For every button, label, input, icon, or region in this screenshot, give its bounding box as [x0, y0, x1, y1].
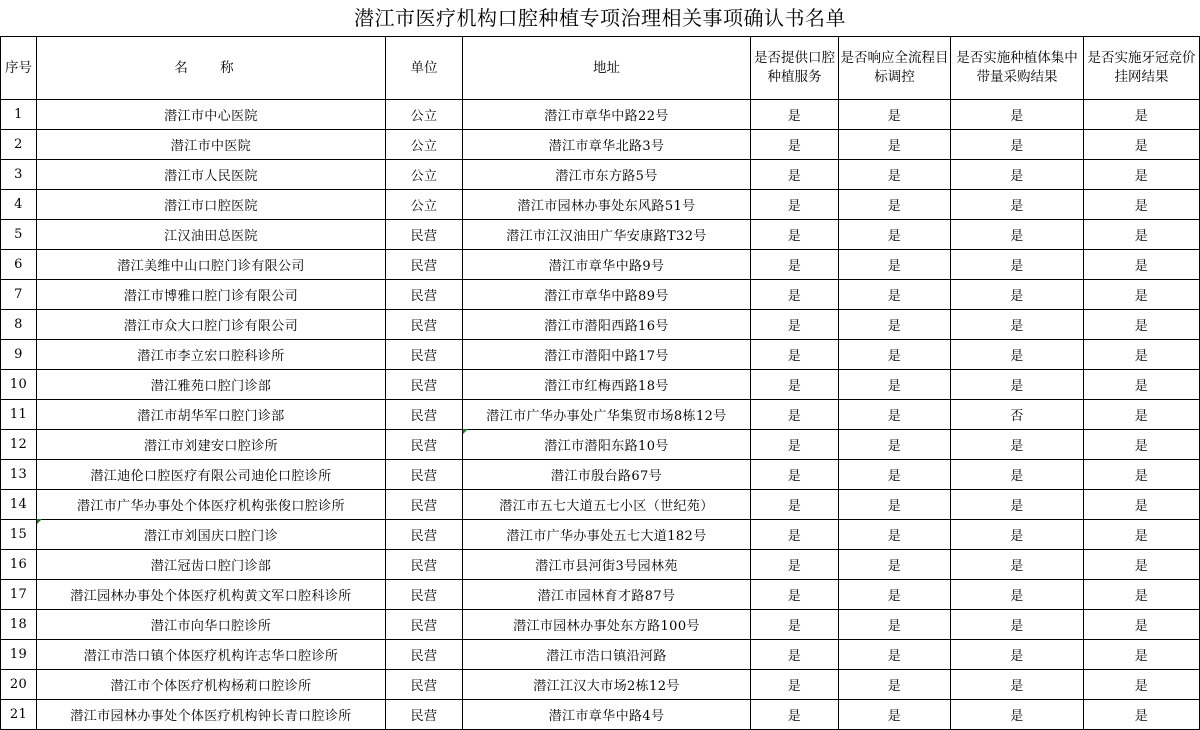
cell-name[interactable]: 潜江市口腔医院 [37, 190, 386, 220]
table-row [1, 520, 1200, 550]
cell-address[interactable]: 潜江市园林育才路87号 [463, 580, 751, 610]
cell-implant-service[interactable]: 是 [751, 400, 839, 430]
cell-implant-procurement[interactable]: 是 [951, 640, 1084, 670]
table-row [1, 460, 1200, 490]
cell-name[interactable]: 潜江美维中山口腔门诊有限公司 [37, 250, 386, 280]
cell-unit[interactable]: 民营 [386, 670, 463, 700]
cell-seq[interactable]: 12 [1, 430, 37, 460]
cell-unit[interactable]: 民营 [386, 610, 463, 640]
cell-implant-service[interactable]: 是 [751, 220, 839, 250]
cell-implant-procurement[interactable]: 是 [951, 250, 1084, 280]
table-row [1, 610, 1200, 640]
cell-crown-bidding[interactable]: 是 [1084, 700, 1200, 730]
cell-full-process-control[interactable]: 是 [839, 700, 951, 730]
cell-name[interactable]: 潜江市向华口腔诊所 [37, 610, 386, 640]
cell-crown-bidding[interactable]: 是 [1084, 250, 1200, 280]
cell-crown-bidding[interactable]: 是 [1084, 190, 1200, 220]
cell-implant-service[interactable]: 是 [751, 280, 839, 310]
cell-implant-service[interactable]: 是 [751, 550, 839, 580]
header-address: 地址 [463, 37, 751, 100]
cell-implant-service[interactable]: 是 [751, 310, 839, 340]
cell-implant-service[interactable]: 是 [751, 490, 839, 520]
cell-seq[interactable]: 4 [1, 190, 37, 220]
cell-address[interactable]: 潜江市浩口镇沿河路 [463, 640, 751, 670]
cell-address[interactable]: 潜江市章华中路4号 [463, 700, 751, 730]
cell-full-process-control[interactable]: 是 [839, 400, 951, 430]
cell-seq[interactable]: 21 [1, 700, 37, 730]
cell-seq[interactable]: 7 [1, 280, 37, 310]
cell-implant-service[interactable]: 是 [751, 580, 839, 610]
table-row [1, 400, 1200, 430]
cell-implant-procurement[interactable]: 是 [951, 310, 1084, 340]
cell-unit[interactable]: 民营 [386, 280, 463, 310]
cell-implant-procurement[interactable]: 是 [951, 130, 1084, 160]
table-row [1, 250, 1200, 280]
cell-name[interactable]: 潜江雅苑口腔门诊部 [37, 370, 386, 400]
cell-name[interactable]: 潜江市中医院 [37, 130, 386, 160]
cell-crown-bidding[interactable]: 是 [1084, 340, 1200, 370]
cell-address[interactable]: 潜江市殷台路67号 [463, 460, 751, 490]
cell-address[interactable]: 潜江市江汉油田广华安康路T32号 [463, 220, 751, 250]
header-unit: 单位 [386, 37, 463, 100]
table-row [1, 670, 1200, 700]
cell-unit[interactable]: 民营 [386, 640, 463, 670]
table-row [1, 310, 1200, 340]
cell-full-process-control[interactable]: 是 [839, 280, 951, 310]
cell-name[interactable]: 潜江市李立宏口腔科诊所 [37, 340, 386, 370]
cell-crown-bidding[interactable]: 是 [1084, 310, 1200, 340]
cell-name[interactable]: 潜江市刘建安口腔诊所 [37, 430, 386, 460]
cell-unit[interactable]: 公立 [386, 130, 463, 160]
cell-implant-service[interactable]: 是 [751, 190, 839, 220]
cell-implant-procurement[interactable]: 是 [951, 550, 1084, 580]
cell-full-process-control[interactable]: 是 [839, 460, 951, 490]
cell-name[interactable]: 潜江市博雅口腔门诊有限公司 [37, 280, 386, 310]
cell-address[interactable]: 潜江市潜阳中路17号 [463, 340, 751, 370]
cell-implant-service[interactable]: 是 [751, 430, 839, 460]
cell-implant-service[interactable]: 是 [751, 460, 839, 490]
cell-crown-bidding[interactable]: 是 [1084, 220, 1200, 250]
cell-name[interactable]: 潜江市浩口镇个体医疗机构许志华口腔诊所 [37, 640, 386, 670]
cell-seq[interactable]: 6 [1, 250, 37, 280]
cell-full-process-control[interactable]: 是 [839, 610, 951, 640]
header-seq: 序号 [1, 37, 37, 100]
cell-implant-service[interactable]: 是 [751, 130, 839, 160]
header-full-process-control: 是否响应全流程目标调控 [839, 37, 951, 100]
cell-full-process-control[interactable]: 是 [839, 340, 951, 370]
cell-address[interactable]: 潜江市章华中路9号 [463, 250, 751, 280]
cell-unit[interactable]: 民营 [386, 340, 463, 370]
header-crown-bidding: 是否实施牙冠竞价挂网结果 [1084, 37, 1200, 100]
cell-address[interactable]: 潜江市潜阳东路10号 [463, 430, 751, 460]
cell-implant-procurement[interactable]: 是 [951, 580, 1084, 610]
cell-implant-procurement[interactable]: 是 [951, 100, 1084, 130]
table-row [1, 190, 1200, 220]
cell-name[interactable]: 潜江市胡华军口腔门诊部 [37, 400, 386, 430]
cell-name[interactable]: 潜江冠齿口腔门诊部 [37, 550, 386, 580]
cell-unit[interactable]: 民营 [386, 400, 463, 430]
cell-address[interactable]: 潜江江汉大市场2栋12号 [463, 670, 751, 700]
cell-implant-procurement[interactable]: 是 [951, 520, 1084, 550]
cell-full-process-control[interactable]: 是 [839, 130, 951, 160]
cell-implant-procurement[interactable]: 是 [951, 670, 1084, 700]
cell-crown-bidding[interactable]: 是 [1084, 460, 1200, 490]
cell-crown-bidding[interactable]: 是 [1084, 670, 1200, 700]
cell-seq[interactable]: 5 [1, 220, 37, 250]
document-title: 潜江市医疗机构口腔种植专项治理相关事项确认书名单 [354, 6, 846, 30]
cell-full-process-control[interactable]: 是 [839, 370, 951, 400]
cell-full-process-control[interactable]: 是 [839, 250, 951, 280]
cell-full-process-control[interactable]: 是 [839, 550, 951, 580]
cell-name[interactable]: 潜江市众大口腔门诊有限公司 [37, 310, 386, 340]
cell-address[interactable]: 潜江市章华中路89号 [463, 280, 751, 310]
cell-address[interactable]: 潜江市东方路5号 [463, 160, 751, 190]
header-implant-service: 是否提供口腔种植服务 [751, 37, 839, 100]
table-row [1, 580, 1200, 610]
cell-crown-bidding[interactable]: 是 [1084, 520, 1200, 550]
table-row [1, 340, 1200, 370]
cell-seq[interactable]: 13 [1, 460, 37, 490]
cell-implant-procurement[interactable]: 是 [951, 430, 1084, 460]
cell-implant-procurement[interactable]: 是 [951, 280, 1084, 310]
cell-crown-bidding[interactable]: 是 [1084, 430, 1200, 460]
cell-implant-service[interactable]: 是 [751, 700, 839, 730]
cell-implant-service[interactable]: 是 [751, 610, 839, 640]
cell-unit[interactable]: 民营 [386, 580, 463, 610]
table-body [1, 100, 1200, 730]
cell-address[interactable]: 潜江市红梅西路18号 [463, 370, 751, 400]
table-row [1, 130, 1200, 160]
cell-unit[interactable]: 公立 [386, 100, 463, 130]
cell-address[interactable]: 潜江市园林办事处东风路51号 [463, 190, 751, 220]
cell-implant-service[interactable]: 是 [751, 370, 839, 400]
cell-name[interactable]: 潜江市中心医院 [37, 100, 386, 130]
cell-name[interactable]: 潜江市广华办事处个体医疗机构张俊口腔诊所 [37, 490, 386, 520]
cell-crown-bidding[interactable]: 是 [1084, 610, 1200, 640]
cell-implant-procurement[interactable]: 是 [951, 190, 1084, 220]
cell-crown-bidding[interactable]: 是 [1084, 640, 1200, 670]
cell-comment-marker [37, 519, 42, 524]
cell-implant-service[interactable]: 是 [751, 250, 839, 280]
cell-implant-service[interactable]: 是 [751, 640, 839, 670]
cell-implant-procurement[interactable]: 是 [951, 160, 1084, 190]
institution-table [0, 36, 1200, 730]
cell-unit[interactable]: 公立 [386, 160, 463, 190]
cell-implant-service[interactable]: 是 [751, 340, 839, 370]
cell-full-process-control[interactable]: 是 [839, 100, 951, 130]
table-row [1, 160, 1200, 190]
cell-seq[interactable]: 15 [1, 520, 37, 550]
cell-address[interactable]: 潜江市广华办事处五七大道182号 [463, 520, 751, 550]
cell-full-process-control[interactable]: 是 [839, 490, 951, 520]
cell-unit[interactable]: 民营 [386, 220, 463, 250]
cell-crown-bidding[interactable]: 是 [1084, 280, 1200, 310]
table-row [1, 220, 1200, 250]
header-name: 名 称 [37, 37, 386, 100]
cell-seq[interactable]: 18 [1, 610, 37, 640]
cell-seq[interactable]: 14 [1, 490, 37, 520]
cell-seq[interactable]: 17 [1, 580, 37, 610]
cell-crown-bidding[interactable]: 是 [1084, 100, 1200, 130]
cell-unit[interactable]: 公立 [386, 190, 463, 220]
cell-crown-bidding[interactable]: 是 [1084, 400, 1200, 430]
table-row [1, 280, 1200, 310]
cell-name[interactable]: 江汉油田总医院 [37, 220, 386, 250]
cell-implant-procurement[interactable]: 否 [951, 400, 1084, 430]
cell-unit[interactable]: 民营 [386, 490, 463, 520]
cell-crown-bidding[interactable]: 是 [1084, 580, 1200, 610]
cell-full-process-control[interactable]: 是 [839, 310, 951, 340]
cell-seq[interactable]: 20 [1, 670, 37, 700]
cell-unit[interactable]: 民营 [386, 700, 463, 730]
cell-crown-bidding[interactable]: 是 [1084, 490, 1200, 520]
cell-seq[interactable]: 1 [1, 100, 37, 130]
cell-full-process-control[interactable]: 是 [839, 430, 951, 460]
cell-implant-procurement[interactable]: 是 [951, 370, 1084, 400]
cell-address[interactable]: 潜江市潜阳西路16号 [463, 310, 751, 340]
cell-unit[interactable]: 民营 [386, 310, 463, 340]
cell-implant-service[interactable]: 是 [751, 160, 839, 190]
cell-name[interactable]: 潜江迪伦口腔医疗有限公司迪伦口腔诊所 [37, 460, 386, 490]
cell-name[interactable]: 潜江市人民医院 [37, 160, 386, 190]
cell-comment-marker [463, 429, 468, 434]
cell-implant-procurement[interactable]: 是 [951, 460, 1084, 490]
cell-full-process-control[interactable]: 是 [839, 190, 951, 220]
cell-address[interactable]: 潜江市五七大道五七小区（世纪苑） [463, 490, 751, 520]
cell-crown-bidding[interactable]: 是 [1084, 160, 1200, 190]
cell-crown-bidding[interactable]: 是 [1084, 370, 1200, 400]
cell-implant-procurement[interactable]: 是 [951, 610, 1084, 640]
cell-implant-procurement[interactable]: 是 [951, 490, 1084, 520]
cell-address[interactable]: 潜江市章华北路3号 [463, 130, 751, 160]
table-row [1, 370, 1200, 400]
cell-implant-service[interactable]: 是 [751, 100, 839, 130]
cell-unit[interactable]: 民营 [386, 550, 463, 580]
table-row [1, 490, 1200, 520]
cell-implant-service[interactable]: 是 [751, 520, 839, 550]
cell-seq[interactable]: 9 [1, 340, 37, 370]
cell-unit[interactable]: 民营 [386, 520, 463, 550]
table-row [1, 100, 1200, 130]
table-row [1, 550, 1200, 580]
cell-seq[interactable]: 16 [1, 550, 37, 580]
cell-seq[interactable]: 3 [1, 160, 37, 190]
cell-name[interactable]: 潜江园林办事处个体医疗机构黄文军口腔科诊所 [37, 580, 386, 610]
cell-name[interactable]: 潜江市刘国庆口腔门诊 [37, 520, 386, 550]
cell-address[interactable]: 潜江市县河街3号园林苑 [463, 550, 751, 580]
cell-implant-procurement[interactable]: 是 [951, 220, 1084, 250]
cell-address[interactable]: 潜江市广华办事处广华集贸市场8栋12号 [463, 400, 751, 430]
cell-implant-procurement[interactable]: 是 [951, 340, 1084, 370]
table-row [1, 700, 1200, 730]
cell-full-process-control[interactable]: 是 [839, 160, 951, 190]
cell-full-process-control[interactable]: 是 [839, 520, 951, 550]
cell-unit[interactable]: 民营 [386, 460, 463, 490]
cell-name[interactable]: 潜江市园林办事处个体医疗机构钟长青口腔诊所 [37, 700, 386, 730]
cell-implant-service[interactable]: 是 [751, 670, 839, 700]
cell-seq[interactable]: 2 [1, 130, 37, 160]
cell-full-process-control[interactable]: 是 [839, 670, 951, 700]
cell-full-process-control[interactable]: 是 [839, 220, 951, 250]
cell-seq[interactable]: 10 [1, 370, 37, 400]
cell-address[interactable]: 潜江市园林办事处东方路100号 [463, 610, 751, 640]
cell-crown-bidding[interactable]: 是 [1084, 550, 1200, 580]
header-implant-procurement: 是否实施种植体集中带量采购结果 [951, 37, 1084, 100]
table-row [1, 430, 1200, 460]
cell-unit[interactable]: 民营 [386, 370, 463, 400]
cell-seq[interactable]: 11 [1, 400, 37, 430]
cell-full-process-control[interactable]: 是 [839, 640, 951, 670]
cell-unit[interactable]: 民营 [386, 430, 463, 460]
table-row [1, 640, 1200, 670]
header-row [1, 37, 1200, 100]
cell-implant-procurement[interactable]: 是 [951, 700, 1084, 730]
cell-address[interactable]: 潜江市章华中路22号 [463, 100, 751, 130]
cell-full-process-control[interactable]: 是 [839, 580, 951, 610]
cell-name[interactable]: 潜江市个体医疗机构杨莉口腔诊所 [37, 670, 386, 700]
cell-crown-bidding[interactable]: 是 [1084, 130, 1200, 160]
cell-seq[interactable]: 8 [1, 310, 37, 340]
cell-unit[interactable]: 民营 [386, 250, 463, 280]
cell-seq[interactable]: 19 [1, 640, 37, 670]
